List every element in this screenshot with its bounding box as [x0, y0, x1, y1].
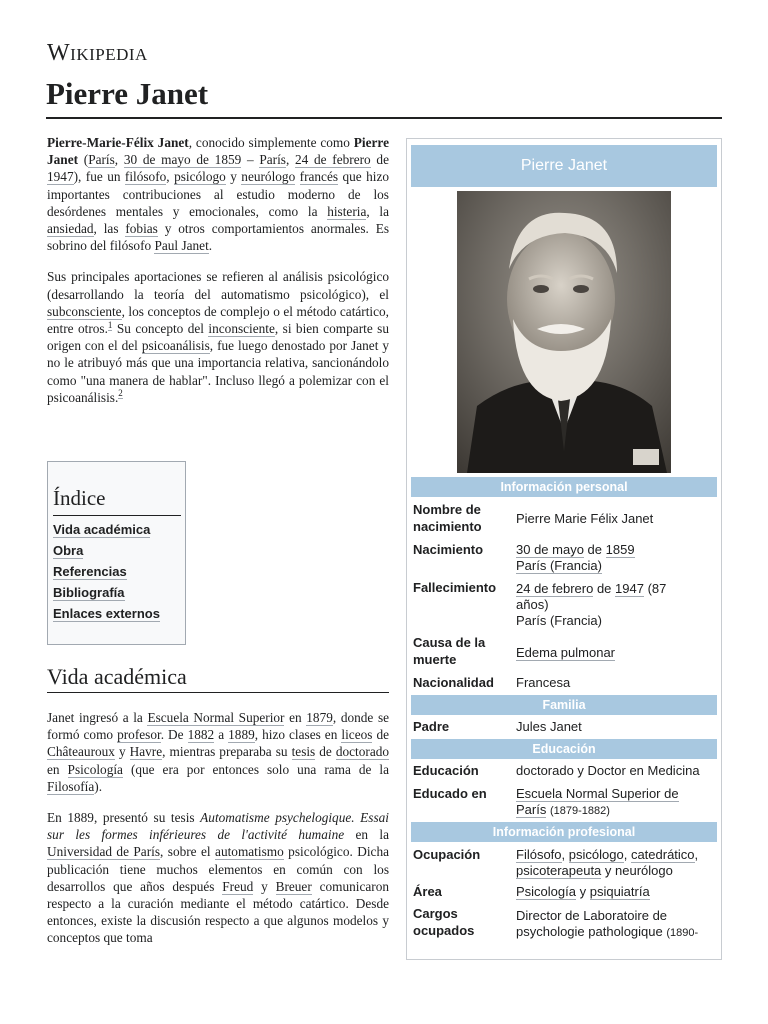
label-nombre-nacimiento: Nombre de nacimiento	[413, 502, 482, 534]
wikipedia-logo[interactable]: Wikipedia	[47, 40, 148, 66]
section-educacion: Educación	[411, 739, 717, 759]
portrait-illustration	[457, 191, 671, 473]
page-title: Pierre Janet	[46, 76, 209, 111]
portrait-photo[interactable]	[457, 191, 671, 473]
toc-item-referencias[interactable]: Referencias	[53, 564, 127, 579]
infobox-title: Pierre Janet	[411, 145, 717, 187]
label-nacionalidad: Nacionalidad	[413, 675, 494, 690]
infobox	[406, 138, 722, 960]
label-fallecimiento: Fallecimiento	[413, 580, 497, 595]
value-educacion: doctorado y Doctor en Medicina	[516, 763, 700, 778]
value-fallecimiento: 24 de febrero de 1947 (87 años) París (Francia)	[516, 581, 667, 628]
label-educacion: Educación	[413, 763, 479, 778]
value-nacionalidad: Francesa	[516, 675, 571, 690]
section-familia: Familia	[411, 695, 717, 715]
table-of-contents	[47, 461, 186, 645]
label-educado-en: Educado en	[413, 786, 487, 801]
value-causa-muerte[interactable]: Edema pulmonar	[516, 645, 615, 660]
label-ocupacion: Ocupación	[413, 847, 481, 862]
article-intro	[47, 134, 389, 420]
value-nombre-nacimiento: Pierre Marie Félix Janet	[516, 511, 654, 526]
section-divider	[47, 692, 389, 693]
toc-title: Índice	[53, 486, 181, 516]
value-area[interactable]: Psicología y psiquiatría	[516, 884, 650, 899]
value-ocupacion[interactable]: Filósofo, psicólogo, catedrático, psicoterapeuta y neurólogo	[516, 847, 699, 878]
label-cargos-ocupados: Cargos ocupados	[413, 906, 475, 938]
section-informacion-profesional: Información profesional	[411, 822, 717, 842]
value-padre: Jules Janet	[516, 719, 582, 734]
vida-paragraph-1: Janet ingresó a la Escuela Normal Superior en 1879, donde se formó como profesor. De 1882 a 1889, hizo clases en liceos de Châteauroux y Havre, mientras preparaba su tesis de doctorado en Psicología (que era por entonces solo una rama de la Filosofía).	[47, 710, 390, 794]
section-vida-academica	[47, 709, 389, 961]
value-educado-en[interactable]: Escuela Normal Superior de París (1879-1882)	[516, 786, 679, 817]
label-padre: Padre	[413, 719, 450, 734]
intro-paragraph: Pierre-Marie-Félix Janet, conocido simplemente como Pierre Janet (París, 30 de mayo de 1859 – París, 24 de febrero de 1947), fue un filósofo, psicólogo y neurólogo francés que hizo importantes contribuciones al estudio moderno de los desórdenes mentales y emocionales, como la histeria, la ansiedad, las fobias y otros comportamientos anormales. Es sobrino del filósofo Paul Janet.	[47, 135, 390, 254]
toc-item-bibliografia[interactable]: Bibliografía	[53, 585, 125, 600]
value-nacimiento: 30 de mayo de 1859 París (Francia)	[516, 542, 635, 573]
vida-paragraph-2: En 1889, presentó su tesis Automatisme psychelogique. Essai sur les formes inférieures de l'activité humaine en la Universidad de París, sobre el automatismo psicológico. Dicha publicación tiene muchos elementos en común con los desarrollos que años después Freud y Breuer comunicaron respecto a la curación mediante el método catártico. Desde entonces, existe la discusión respecto a que algunos modelos y conceptos que toma	[47, 810, 389, 946]
toc-item-enlaces-externos[interactable]: Enlaces externos	[53, 606, 160, 621]
title-divider	[46, 117, 722, 119]
label-causa-muerte: Causa de la muerte	[413, 635, 486, 667]
label-nacimiento: Nacimiento	[413, 542, 484, 557]
label-area: Área	[413, 884, 442, 899]
contributions-paragraph: Sus principales aportaciones se refieren al análisis psicológico (desarrollando la teoría del automatismo psicológico), el subconsciente, los conceptos de complejo o el método catártico, entre otros.$^1$ Su concepto del inconsciente, si bien comparte su origen con el del psicoanálisis, fue luego denostado por Janet y no le atribuyó más que una importancia relativa, sancionándolo como "una manera de hablar". Incluso llegó a polemizar con el psicoanálisis.$^2$	[47, 269, 389, 405]
section-heading-vida-academica: Vida académica	[47, 664, 187, 689]
toc-item-vida-academica[interactable]: Vida académica	[53, 522, 151, 537]
section-informacion-personal: Información personal	[411, 477, 717, 497]
toc-item-obra[interactable]: Obra	[53, 543, 84, 558]
value-cargos-ocupados: Director de Laboratoire de psychologie pathologique (1890-	[516, 908, 699, 939]
